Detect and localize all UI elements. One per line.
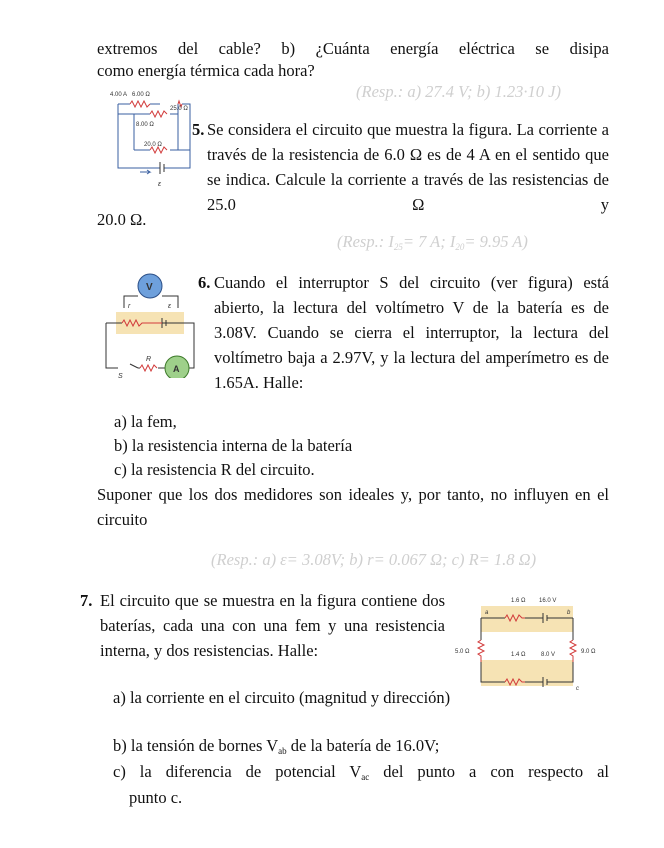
fig7-label-right: 9.0 Ω [581,649,596,655]
svg-text:A: A [173,364,180,374]
fig7-label-r1: 1.6 Ω [511,598,526,604]
problem-7-item-c-tail: punto c. [129,788,183,807]
fig7-label-e2: 8.0 V [541,652,556,658]
fig5-label-8ohm: 8.00 Ω [136,122,154,128]
intro-line-2: como energía térmica cada hora? [97,61,315,80]
current-arrow-icon [140,170,150,174]
fig7-point-b: b [567,610,571,616]
problem-7-number: 7. [80,591,93,610]
problem-5-tail: 20.0 Ω. [97,210,147,229]
fig7-label-left: 5.0 Ω [455,649,470,655]
problem-6-item-a: a) la fem, [114,412,177,431]
circuit-figure-6 [100,268,200,378]
problem-7-item-c: c) la diferencia de potencial $V_{ac}$ del punto a con respecto al [113,762,609,782]
answer-4: (Resp.: a) 27.4 V; b) 1.23·10 J) [356,82,561,101]
fig6-label-emf: ε [168,303,172,310]
fig5-label-25ohm: 25.0 Ω [170,106,188,112]
circuit-figure-7 [455,592,605,704]
answer-6: (Resp.: a) ε= 3.08V; b) r= 0.067 Ω; c) R= 1.8 Ω) [211,550,537,569]
fig6-label-internal: r [128,303,131,310]
fig6-label-resistor: R [146,356,152,363]
problem-5-number: 5. [192,120,205,139]
fig7-label-r2: 1.4 Ω [511,652,526,658]
intro-line-1: extremos del cable? b) ¿Cuánta energía eléctrica se disipa [97,39,609,58]
problem-7-item-b: b) la tensión de bornes $V_{ab}$ de la batería de 16.0V; [113,736,440,756]
problem-7-item-a: a) la corriente en el circuito (magnitud y dirección) [113,688,451,707]
fig7-point-a: a [485,610,489,616]
problem-6-item-b: b) la resistencia interna de la batería [114,436,353,455]
problem-6 [198,270,210,295]
fig5-label-6ohm: 6.00 Ω [132,92,150,98]
problem-6-number: 6. [198,273,211,292]
fig6-label-switch: S [118,373,123,378]
problem-6-note: Suponer que los dos medidores son ideales y, por tanto, no influyen en el circuito [97,485,609,529]
fig7-point-c: c [576,686,579,692]
fig7-label-e1: 16.0 V [539,598,557,604]
fig5-label-current: 4.00 A [110,92,128,98]
problem-6-item-c: c) la resistencia R del circuito. [114,460,315,479]
problem-7-text: El circuito que se muestra en la figura contiene dos baterías, cada una con una fem y una resistencia interna, y dos resistencias. Halle: [100,591,445,660]
problem-7 [80,588,92,613]
svg-text:V: V [146,282,153,293]
problem-6-text: Cuando el interruptor S del circuito (ver figura) está abierto, la lectura del voltímetro V de la batería es de 3.08V. Cuando se cierra el interruptor, la lectura del voltímetro baja a 2.97V, y la lectura del amperímetro es de 1.65A. Halle: [214,273,609,392]
answer-5: (Resp.: $I_{25}= 7$ A; $I_{20}= 9.95$ A) [337,232,528,252]
fig5-label-20ohm: 20.0 Ω [144,142,162,148]
problem-5-text: Se considera el circuito que muestra la figura. La corriente a través de la resistencia de 6.0 Ω es de 4 A en el sentido que se indica. Calcule la corriente a través de las resistencias de 25.0 Ω y [207,120,609,214]
fig5-label-emf: ε [158,181,162,188]
circuit-figure-5 [110,88,205,188]
